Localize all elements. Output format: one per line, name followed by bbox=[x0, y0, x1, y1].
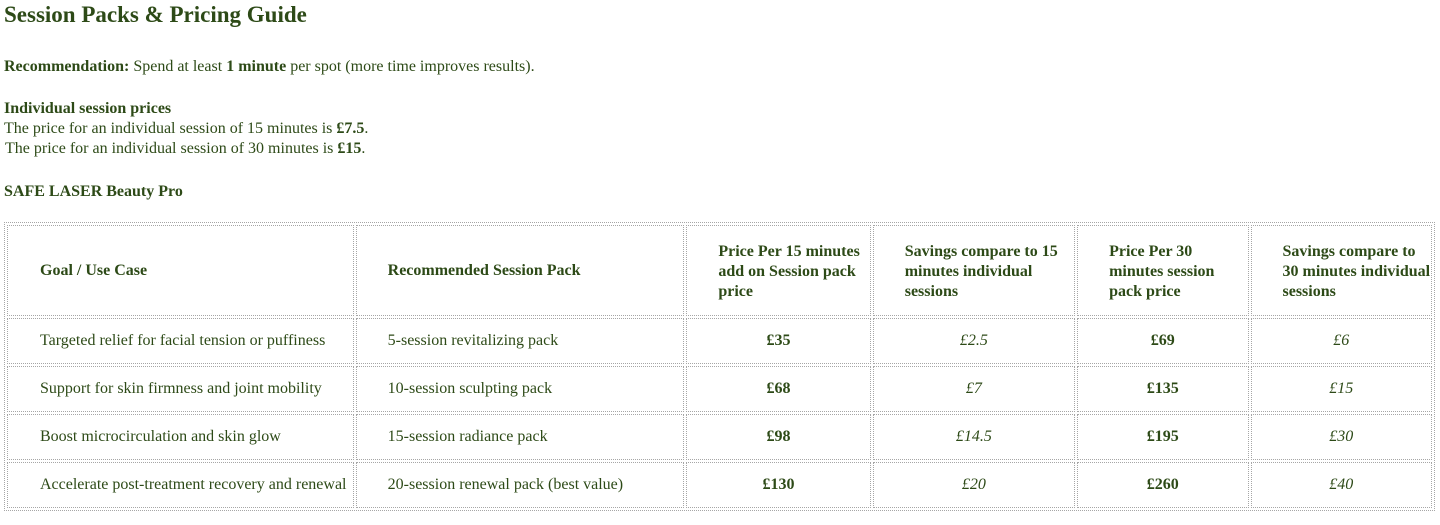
cell-price-15: £130 bbox=[686, 462, 870, 508]
header-price-15-label: Price Per 15 minutes add on Session pack price bbox=[718, 242, 860, 300]
cell-savings-15: £2.5 bbox=[873, 318, 1075, 364]
table-row bbox=[7, 366, 1432, 412]
cell-price-15: £68 bbox=[686, 366, 870, 412]
header-savings-15-label: Savings compare to 15 minutes individual sessions bbox=[904, 242, 1058, 300]
cell-goal: Targeted relief for facial tension or puffiness bbox=[7, 318, 354, 364]
recommendation-label: Recommendation: bbox=[4, 58, 130, 75]
cell-price-30: £260 bbox=[1077, 462, 1248, 508]
cell-price-30: £135 bbox=[1077, 366, 1248, 412]
individual-price-30-end: . bbox=[361, 140, 366, 157]
header-savings-30-label: Savings compare to 30 minutes individual sessions bbox=[1282, 242, 1431, 300]
individual-price-30-line bbox=[4, 139, 368, 159]
page-title: Session Packs & Pricing Guide bbox=[4, 2, 307, 27]
header-goal: Goal / Use Case bbox=[7, 225, 354, 316]
table-row bbox=[7, 462, 1432, 508]
cell-savings-30: £30 bbox=[1251, 414, 1433, 460]
cell-pack: 20-session renewal pack (best value) bbox=[356, 462, 685, 508]
header-price-30-label: Price Per 30 minutes session pack price bbox=[1109, 242, 1215, 300]
cell-savings-30: £15 bbox=[1251, 366, 1433, 412]
recommendation-emphasis: 1 minute bbox=[226, 58, 287, 75]
cell-savings-15: £20 bbox=[873, 462, 1075, 508]
cell-savings-15: £14.5 bbox=[873, 414, 1075, 460]
individual-price-15-text: The price for an individual session of 15 minutes is bbox=[4, 120, 337, 137]
header-savings-30 bbox=[1251, 225, 1433, 316]
cell-price-30: £69 bbox=[1077, 318, 1248, 364]
header-pack: Recommended Session Pack bbox=[356, 225, 685, 316]
individual-price-15-end: . bbox=[364, 120, 369, 137]
cell-pack: 15-session radiance pack bbox=[356, 414, 685, 460]
individual-price-15-value: £7.5 bbox=[336, 120, 365, 137]
cell-price-15: £98 bbox=[686, 414, 870, 460]
individual-price-30-text: The price for an individual session of 30 minutes is bbox=[5, 140, 338, 157]
individual-prices-section bbox=[4, 99, 368, 159]
header-price-30 bbox=[1077, 225, 1248, 316]
cell-savings-30: £6 bbox=[1251, 318, 1433, 364]
product-name: SAFE LASER Beauty Pro bbox=[4, 183, 183, 200]
cell-price-30: £195 bbox=[1077, 414, 1248, 460]
table-row bbox=[7, 318, 1432, 364]
cell-goal: Accelerate post-treatment recovery and renewal bbox=[7, 462, 354, 508]
individual-price-30-value: £15 bbox=[337, 140, 362, 157]
table-row bbox=[7, 414, 1432, 460]
cell-price-15: £35 bbox=[686, 318, 870, 364]
cell-pack: 10-session sculpting pack bbox=[356, 366, 685, 412]
cell-savings-15: £7 bbox=[873, 366, 1075, 412]
recommendation-text-post: per spot (more time improves results). bbox=[286, 58, 535, 75]
recommendation-note bbox=[4, 57, 535, 77]
individual-price-15-line bbox=[4, 119, 368, 139]
table-header-row bbox=[7, 225, 1432, 316]
cell-savings-30: £40 bbox=[1251, 462, 1433, 508]
header-price-15 bbox=[686, 225, 870, 316]
recommendation-text-pre: Spend at least bbox=[129, 58, 227, 75]
individual-prices-heading: Individual session prices bbox=[4, 100, 172, 117]
pricing-table bbox=[4, 222, 1435, 511]
cell-pack: 5-session revitalizing pack bbox=[356, 318, 685, 364]
header-savings-15 bbox=[873, 225, 1075, 316]
cell-goal: Boost microcirculation and skin glow bbox=[7, 414, 354, 460]
cell-goal: Support for skin firmness and joint mobility bbox=[7, 366, 354, 412]
